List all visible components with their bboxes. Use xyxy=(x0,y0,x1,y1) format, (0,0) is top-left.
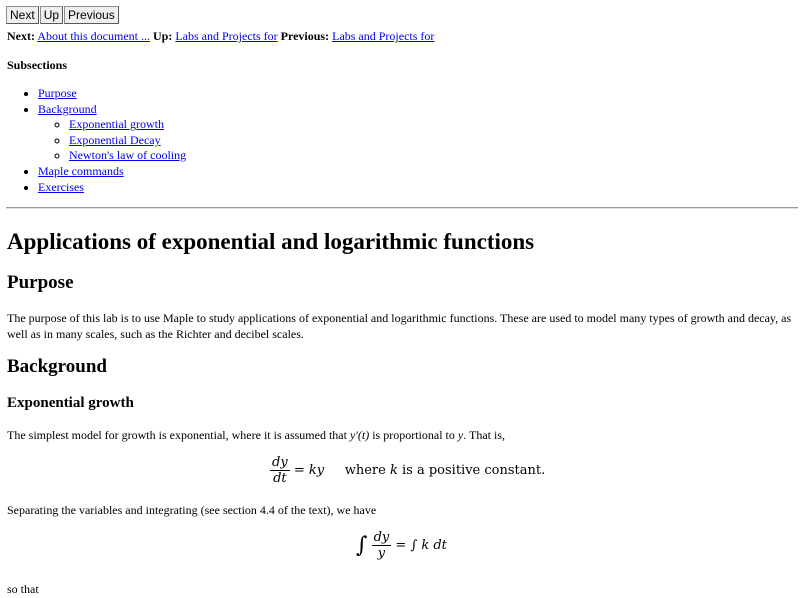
separating-paragraph: Separating the variables and integrating (see section 4.4 of the text), we have xyxy=(7,503,377,517)
equation-growth-ode xyxy=(270,455,545,486)
navigation-links xyxy=(7,29,434,44)
equation-integral-denominator: y xyxy=(377,546,386,561)
equation-integral-fraction xyxy=(372,530,392,561)
toc-link-exponential-growth[interactable]: Exponential growth xyxy=(69,117,164,132)
toc-item-newtons-law xyxy=(69,148,186,164)
toc-link-maple-commands[interactable]: Maple commands xyxy=(38,163,124,178)
table-of-contents xyxy=(0,86,186,195)
toc-link-exercises[interactable]: Exercises xyxy=(38,179,84,194)
equation-growth-fraction xyxy=(270,455,290,486)
growth-intro-math-y: y xyxy=(457,428,464,442)
navigation-buttons xyxy=(6,6,119,24)
toc-item-exponential-decay xyxy=(69,133,186,149)
background-heading: Background xyxy=(7,356,107,377)
equation-growth-denominator: dt xyxy=(273,471,287,486)
purpose-paragraph: The purpose of this lab is to use Maple to study applications of exponential and logarithmic functions. These are used to model many types of growth and decay, as well as in many scales, such as the Richter and decibel scales. xyxy=(7,311,792,341)
so-that-paragraph: so that xyxy=(7,582,39,596)
toc-link-exponential-decay[interactable]: Exponential Decay xyxy=(69,132,161,147)
equation-growth-tail-pre: where xyxy=(344,463,390,478)
growth-intro-text-2: is proportional to xyxy=(369,428,458,442)
previous-link[interactable]: Labs and Projects for xyxy=(332,29,435,43)
horizontal-divider xyxy=(6,207,798,209)
toc-link-purpose[interactable]: Purpose xyxy=(38,86,77,100)
next-label: Next: xyxy=(7,29,35,43)
next-button[interactable]: Next xyxy=(6,6,39,24)
toc-link-newtons-law[interactable]: Newton's law of cooling xyxy=(69,148,187,163)
up-link[interactable]: Labs and Projects for xyxy=(175,29,278,43)
equation-integral xyxy=(356,530,447,561)
growth-intro-text-1: The simplest model for growth is exponential, where it is assumed that xyxy=(7,428,350,442)
subsections-heading: Subsections xyxy=(7,58,68,72)
toc-item-background xyxy=(38,102,186,164)
growth-intro-math-derivative: y′(t) xyxy=(349,428,370,442)
growth-intro-text-3: . That is, xyxy=(463,428,505,442)
purpose-heading: Purpose xyxy=(7,272,74,293)
exponential-growth-heading: Exponential growth xyxy=(7,395,134,411)
page-title: Applications of exponential and logarithmic functions xyxy=(7,229,535,254)
equation-growth-numerator: dy xyxy=(272,455,288,470)
toc-link-background[interactable]: Background xyxy=(38,101,97,116)
toc-item-purpose xyxy=(38,86,186,102)
toc-item-exercises xyxy=(38,180,186,196)
up-button[interactable]: Up xyxy=(40,6,63,24)
equation-integral-numerator: dy xyxy=(373,530,390,545)
equation-integral-rhs: = ∫ k dt xyxy=(395,538,447,553)
equation-growth-tail-post: is a positive constant. xyxy=(397,463,546,478)
previous-button[interactable]: Previous xyxy=(64,6,119,24)
equation-growth-tail-k: k xyxy=(389,463,398,478)
equation-growth-rhs: = ky xyxy=(293,463,325,478)
previous-label: Previous: xyxy=(280,29,330,43)
next-link[interactable]: About this document ... xyxy=(37,29,150,43)
toc-item-maple-commands xyxy=(38,164,186,180)
equation-integral-sign: ∫ xyxy=(356,533,368,558)
toc-background-sublist xyxy=(38,117,186,164)
toc-item-exponential-growth xyxy=(69,117,186,133)
up-label: Up: xyxy=(153,29,173,43)
growth-intro-paragraph xyxy=(7,427,793,443)
